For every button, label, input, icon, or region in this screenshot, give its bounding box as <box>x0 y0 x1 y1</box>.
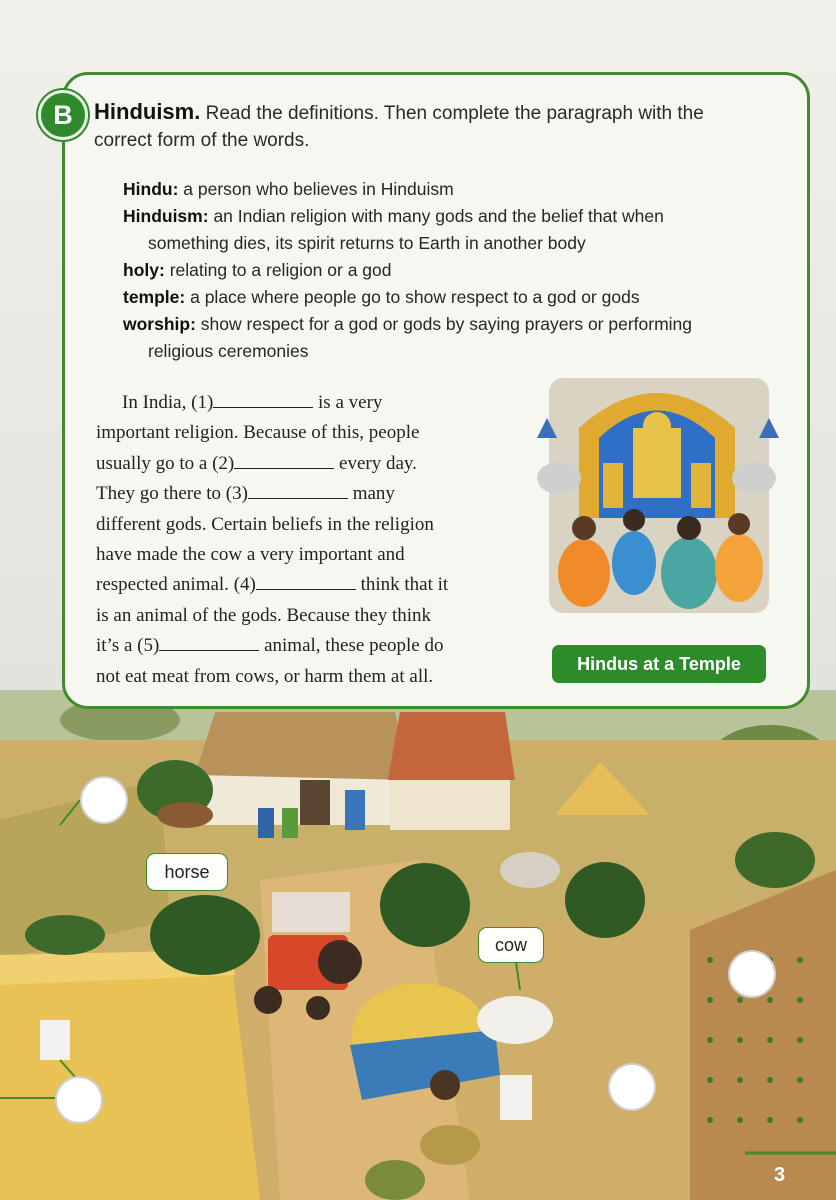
definition-item: worship: show respect for a god or gods by saying prayers or performing religious ceremonies <box>123 314 693 361</box>
answer-circle-3[interactable] <box>55 1076 103 1124</box>
exercise-title: Hinduism. <box>94 99 201 124</box>
exercise-heading <box>94 98 784 154</box>
answer-blank-2[interactable] <box>234 450 334 469</box>
answer-circle-1[interactable] <box>80 776 128 824</box>
answer-circle-2[interactable] <box>728 950 776 998</box>
answer-blank-3[interactable] <box>248 480 348 499</box>
temple-photo <box>529 368 785 620</box>
definition-item: Hindu: a person who believes in Hinduism <box>123 179 454 199</box>
scene-label-cow: cow <box>478 927 544 963</box>
exercise-letter-badge: B <box>38 90 88 140</box>
instruction-text-line2: correct form of the words. <box>94 130 310 151</box>
instruction-text: Read the definitions. Then complete the paragraph with the <box>205 103 704 124</box>
page-number: 3 <box>774 1164 786 1186</box>
cloze-paragraph: In India, (1) is a very important religion. Because of this, people usually go to a (2) every day. They go there to (3) many different gods. Certain beliefs in the religion have made the cow a very important and respected animal. (4) think that it is an animal of the gods. Because they think it’s a (5) animal, these people do not eat meat from cows, or harm them at all. <box>96 388 536 692</box>
answer-circle-4[interactable] <box>608 1063 656 1111</box>
definitions-list <box>123 176 803 365</box>
definition-item: holy: relating to a religion or a god <box>123 260 392 280</box>
definition-item: temple: a place where people go to show respect to a god or gods <box>123 287 640 307</box>
answer-blank-4[interactable] <box>256 571 356 590</box>
answer-blank-5[interactable] <box>159 632 259 651</box>
scene-label-horse: horse <box>146 853 228 891</box>
definition-item: Hinduism: an Indian religion with many gods and the belief that when something dies, its spirit returns to Earth in another body <box>123 206 664 253</box>
photo-caption: Hindus at a Temple <box>552 645 766 683</box>
answer-blank-1[interactable] <box>213 389 313 408</box>
